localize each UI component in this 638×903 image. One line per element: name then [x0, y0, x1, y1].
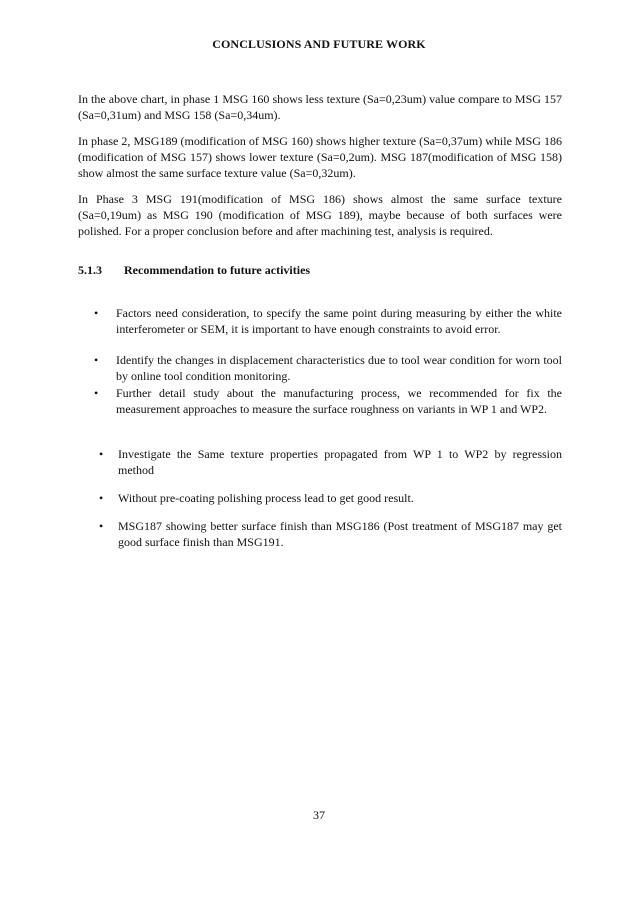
list-item — [99, 518, 562, 550]
list-item-text: MSG187 showing better surface finish than MSG186 (Post treatment of MSG187 may get good surface finish than MSG191. — [118, 519, 562, 549]
bullet-icon: • — [94, 353, 99, 367]
list-item — [99, 446, 562, 478]
list-item — [94, 385, 562, 417]
list-item — [99, 490, 562, 506]
section-title: Recommendation to future activities — [124, 263, 311, 277]
bullet-icon: • — [94, 306, 99, 320]
paragraph-phase-3: In Phase 3 MSG 191(modification of MSG 186) shows almost the same surface texture (Sa=0,19um) as MSG 190 (modification of MSG 189), maybe because of both surfaces were polished. For a proper conclusion before and after machining test, analysis is required. — [78, 192, 562, 238]
paragraph-phase-1: In the above chart, in phase 1 MSG 160 shows less texture (Sa=0,23um) value compare to MSG 157 (Sa=0,31um) and MSG 158 (Sa=0,34um). — [78, 92, 562, 122]
list-item-text: Identify the changes in displacement characteristics due to tool wear condition for worn tool by online tool condition monitoring. — [116, 353, 562, 383]
list-item-text: Without pre-coating polishing process lead to get good result. — [118, 491, 414, 505]
section-number: 5.1.3 — [78, 263, 102, 277]
list-item-text: Factors need consideration, to specify the same point during measuring by either the white interferometer or SEM, it is important to have enough constraints to avoid error. — [116, 306, 562, 336]
paragraph-phase-2: In phase 2, MSG189 (modification of MSG 160) shows higher texture (Sa=0,37um) while MSG 186 (modification of MSG 157) shows lower texture (Sa=0,2um). MSG 187(modification of MSG 158) show almost the same surface texture value (Sa=0,32um). — [78, 134, 562, 180]
page-header-title: CONCLUSIONS AND FUTURE WORK — [212, 37, 426, 51]
list-item — [94, 305, 562, 337]
page-number: 37 — [313, 808, 325, 822]
section-heading — [78, 263, 310, 278]
list-item-text: Further detail study about the manufacturing process, we recommended for fix the measurement approaches to measure the surface roughness on variants in WP 1 and WP2. — [116, 386, 562, 416]
list-item-text: Investigate the Same texture properties propagated from WP 1 to WP2 by regression method — [118, 447, 562, 477]
bullet-icon: • — [99, 519, 104, 533]
bullet-icon: • — [99, 491, 104, 505]
list-item — [94, 352, 562, 384]
bullet-icon: • — [99, 447, 104, 461]
bullet-icon: • — [94, 386, 99, 400]
